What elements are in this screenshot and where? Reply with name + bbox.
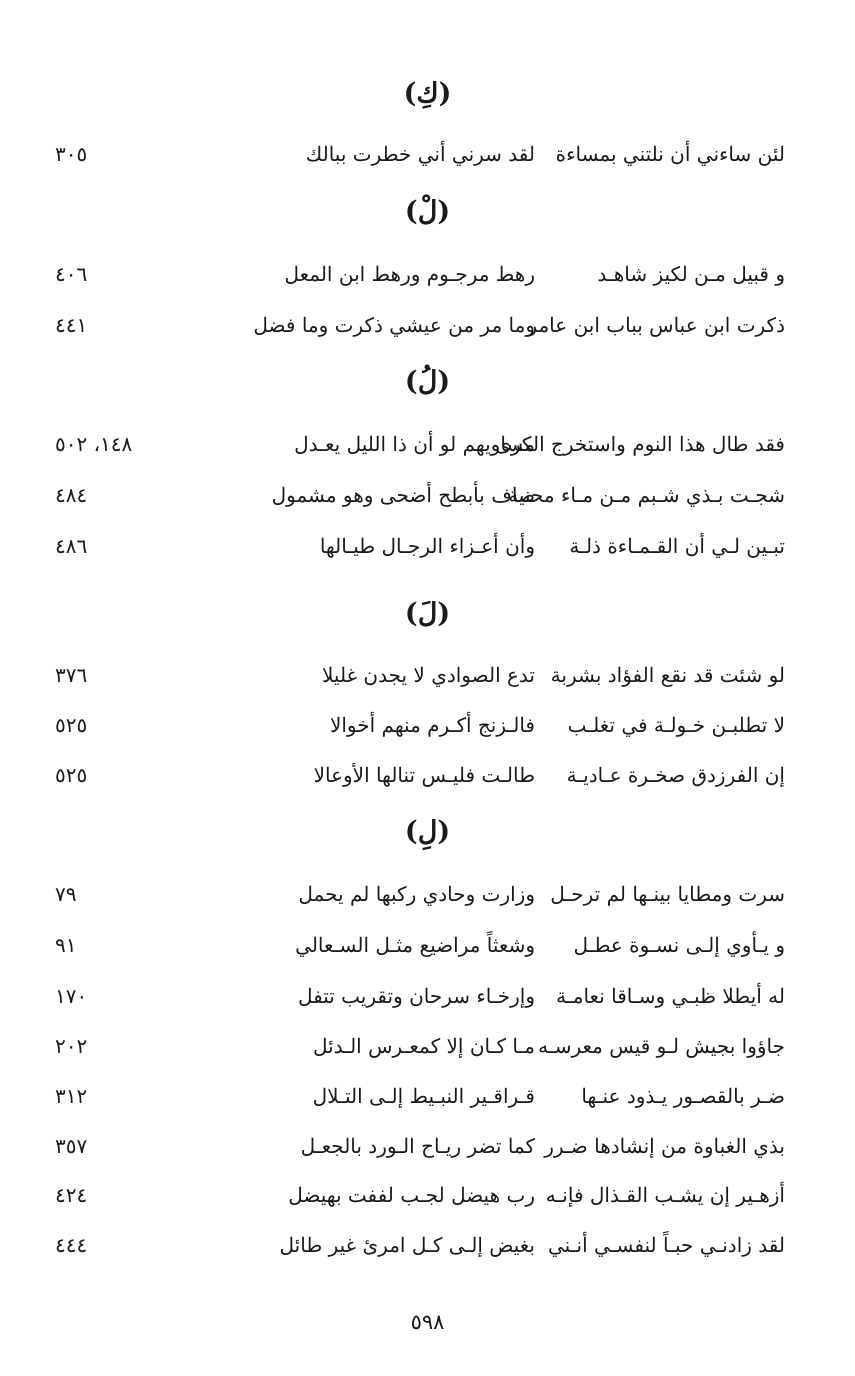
page-reference: ٣٧٦ [55,663,88,687]
page-reference: ٤٢٤ [55,1183,88,1207]
section-heading: (لِ) [404,816,451,847]
page-reference: ١٤٨، ٥٠٢ [55,432,133,456]
verse-row [55,976,785,1016]
first-hemistich: ذكرت ابن عباس بباب ابن عامر [527,313,785,337]
page-reference: ٧٩ [55,882,77,906]
verse-row [55,705,785,745]
first-hemistich: و يـأوي إلـى نسـوة عطـل [573,933,785,957]
second-hemistich: لقد سرني أني خطرت ببالك [305,142,535,166]
second-hemistich: وإرخـاء سرحان وتقريب تتفل [297,984,535,1008]
page-reference: ٣١٢ [55,1084,88,1108]
page-number: ٥٩٨ [410,1310,445,1334]
first-hemistich: لا تطلبـن خـولـة في تغلـب [567,713,785,737]
second-hemistich: فالـزنج أكـرم منهم أخوالا [329,713,535,737]
first-hemistich: فقد طال هذا النوم واستخرج الكرى [495,432,785,456]
verse-row [55,925,785,965]
second-hemistich: رب هيضل لجـب لففت بهيضل [288,1183,535,1207]
verse-row [55,1225,785,1265]
page-reference: ٤٨٦ [55,534,88,558]
second-hemistich: طالـت فليـس تنالها الأوعالا [313,763,535,787]
first-hemistich: بذي الغباوة من إنشادها ضـرر [544,1134,785,1158]
page-reference: ٤٨٤ [55,483,88,507]
verse-row [55,1175,785,1215]
first-hemistich: إن الفرزدق صخـرة عـاديـة [566,763,785,787]
section-heading: (لُ) [404,366,451,397]
second-hemistich: تدع الصوادي لا يجدن غليلا [322,663,535,687]
verse-row [55,874,785,914]
second-hemistich: مساويهم لو أن ذا الليل يعـدل [294,432,535,456]
verse-row [55,526,785,566]
first-hemistich: سرت ومطايا بينـها لم ترحـل [550,882,785,906]
second-hemistich: رهط مرجـوم ورهط ابن المعل [284,262,535,286]
verse-row [55,755,785,795]
second-hemistich: قـراقـير النبـيط إلـى التـلال [312,1084,535,1108]
first-hemistich: جاؤوا بجيش لـو قيس معرسـه [538,1034,785,1058]
first-hemistich: شجـت بـذي شـبم مـن مـاء محنية [508,483,785,507]
verse-row [55,475,785,515]
page-reference: ٥٢٥ [55,713,88,737]
verse-row [55,424,785,464]
second-hemistich: وما مر من عيشي ذكرت وما فضل [253,313,535,337]
second-hemistich: وأن أعـزاء الرجـال طيـالها [319,534,535,558]
second-hemistich: بغيض إلـى كـل امرئ غير طائل [279,1233,535,1257]
first-hemistich: لئن ساءني أن نلتني بمساءة [555,142,785,166]
verse-row [55,305,785,345]
first-hemistich: له أيطلا ظبـي وسـاقا نعامـة [556,984,785,1008]
section-heading: (لْ) [404,196,451,227]
second-hemistich: وشعثاً مراضيع مثـل السـعالي [295,933,535,957]
second-hemistich: كما تضر ريـاح الـورد بالجعـل [300,1134,535,1158]
section-heading: (لَ) [404,598,451,629]
page-reference: ٣٠٥ [55,142,88,166]
first-hemistich: لقد زادنـي حبـاً لنفسـي أنـني [547,1233,785,1257]
page-reference: ٣٥٧ [55,1134,88,1158]
page-reference: ٢٠٢ [55,1034,88,1058]
page-reference: ٤٠٦ [55,262,88,286]
second-hemistich: صاف بأبطح أضحى وهو مشمول [271,483,535,507]
page-reference: ٤٤٤ [55,1233,88,1257]
verse-row [55,655,785,695]
page-reference: ٤٤١ [55,313,88,337]
page-reference: ١٧٠ [55,984,88,1008]
verse-row [55,1076,785,1116]
page-reference: ٥٢٥ [55,763,88,787]
page-reference: ٩١ [55,933,77,957]
verse-row [55,1026,785,1066]
first-hemistich: ضـر بالقصـور يـذود عنـها [581,1084,785,1108]
first-hemistich: أزهـير إن يشـب القـذال فإنـه [545,1183,785,1207]
first-hemistich: و قبيل مـن لكيز شاهـد [597,262,785,286]
verse-row [55,254,785,294]
section-heading: (كِ) [403,78,452,109]
first-hemistich: لو شئت قد نقع الفؤاد بشربة [550,663,785,687]
verse-row [55,1126,785,1166]
second-hemistich: وزارت وحادي ركبها لم يحمل [298,882,535,906]
second-hemistich: مـا كـان إلا كمعـرس الـدئل [313,1034,535,1058]
verse-row [55,134,785,174]
first-hemistich: تبـين لـي أن القـمـاءة ذلـة [569,534,785,558]
